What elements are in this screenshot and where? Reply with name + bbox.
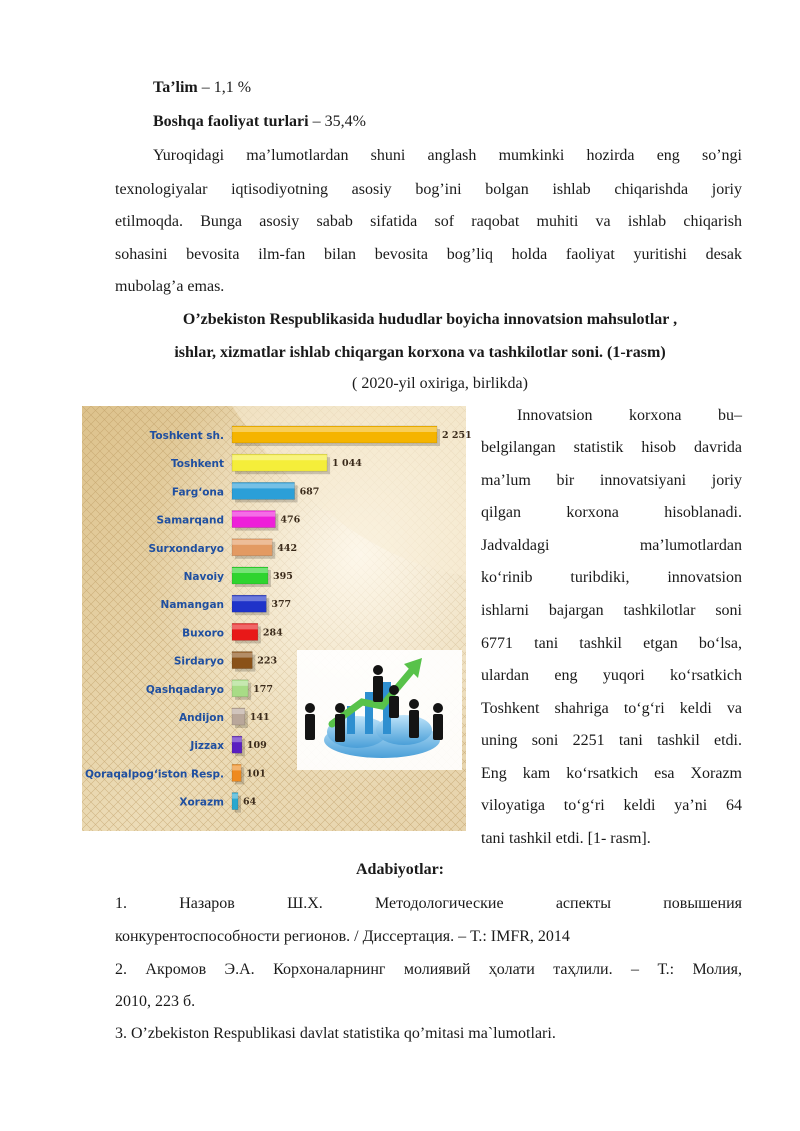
category-label: Jizzax	[190, 740, 224, 753]
paragraph-line: Yuroqidagi ma’lumotlardan shuni anglash mumkinki hozirda eng so’ngi	[153, 147, 742, 164]
category-label: Toshkent sh.	[149, 430, 224, 442]
reference-line: 2010, 223 б.	[115, 993, 196, 1010]
reference-line: конкурентоспособности регионов. / Диссертация. – Т.: IMFR, 2014	[115, 928, 570, 945]
side-text-line: ko‘rinib turibdiki, innovatsion	[481, 569, 742, 586]
bar-highlight	[232, 765, 241, 770]
category-label: Xorazm	[179, 796, 224, 809]
bar-highlight	[232, 681, 248, 686]
value-label: 2 251	[442, 430, 472, 441]
bar-highlight	[232, 483, 295, 488]
category-label: Farg‘ona	[171, 486, 224, 499]
bar-highlight	[232, 512, 275, 517]
bar-highlight	[232, 737, 242, 742]
side-text-line: qilgan korxona hisoblanadi.	[481, 504, 742, 521]
value-label: 223	[257, 655, 278, 667]
bar-highlight	[232, 653, 252, 658]
side-text-line: Innovatsion korxona bu–	[517, 407, 742, 424]
stat-label: Ta’lim	[153, 79, 198, 96]
value-label: 64	[243, 796, 257, 808]
side-text-line: belgilangan statistik hisob davrida	[481, 439, 742, 456]
category-label: Qoraqalpog‘iston Resp.	[84, 768, 224, 781]
side-text-line: viloyatiga to‘g‘ri keldi ya’ni 64	[481, 797, 742, 814]
bar-highlight	[232, 624, 258, 629]
value-label: 687	[299, 486, 320, 498]
side-text-line: 6771 tani tashkil etgan bo‘lsa,	[481, 635, 742, 652]
references-heading: Adabiyotlar:	[356, 861, 444, 878]
category-label: Buxoro	[182, 627, 224, 640]
value-label: 109	[246, 740, 267, 752]
stat-line-talim	[153, 78, 251, 98]
figure-title-line: ishlar, xizmatlar ishlab chiqargan korxona va tashkilotlar soni. (1-rasm)	[174, 344, 666, 361]
business-people-clipart	[297, 650, 462, 770]
stat-value: – 35,4%	[308, 113, 366, 130]
category-label: Andijon	[178, 712, 224, 724]
side-text-line: tani tashkil etdi. [1- rasm].	[481, 830, 651, 847]
category-label: Sirdaryo	[173, 655, 224, 668]
side-text-line: Jadvaldagi ma’lumotlardan	[481, 537, 742, 554]
side-text-line: ishlarni bajargan tashkilotlar soni	[481, 602, 742, 619]
value-label: 177	[253, 683, 273, 695]
figure-title-line: O’zbekiston Respublikasida hududlar boyicha innovatsion mahsulotlar ,	[182, 311, 678, 328]
reference-line: 2. Акромов Э.А. Корхоналарнинг молиявий ҳолати таҳлили. – Т.: Молия,	[115, 961, 742, 978]
paragraph-line: texnologiyalar iqtisodiyotning asosiy bog’ini bolgan ishlab chiqarishda joriy	[115, 181, 742, 198]
side-text-line: ulardan eng yuqori ko‘rsatkich	[481, 667, 742, 684]
category-label: Surxondaryo	[148, 542, 224, 555]
value-label: 101	[246, 768, 267, 780]
bar-chart	[82, 406, 472, 831]
bar-highlight	[232, 427, 437, 432]
category-label: Namangan	[160, 599, 224, 612]
value-label: 284	[262, 627, 283, 639]
side-text-line: ma’lum bir innovatsiyani joriy	[481, 472, 742, 489]
value-label: 377	[271, 599, 292, 611]
paragraph-line: sohasini bevosita ilm-fan bilan bevosita bog’liq holda faoliyat yuritishi desak	[115, 246, 742, 263]
side-text-line: Toshkent shahriga to‘g‘ri keldi va	[481, 700, 742, 717]
bar-highlight	[232, 455, 327, 460]
reference-line: 3. O’zbekiston Respublikasi davlat statistika qo’mitasi ma`lumotlari.	[115, 1025, 556, 1042]
bar-chart-figure	[82, 406, 472, 831]
category-label: Navoiy	[183, 571, 224, 583]
value-label: 1 044	[332, 458, 362, 470]
stat-label: Boshqa faoliyat turlari	[153, 113, 309, 130]
bar-highlight	[232, 596, 266, 601]
bar-highlight	[232, 540, 272, 545]
paragraph-line: mubolag’a emas.	[115, 278, 225, 295]
figure-subtitle: ( 2020-yil oxiriga, birlikda)	[352, 375, 528, 392]
value-label: 442	[277, 542, 298, 554]
stat-value: – 1,1 %	[197, 79, 252, 96]
value-label: 395	[272, 571, 293, 582]
value-label: 141	[249, 712, 270, 723]
reference-line: 1. Назаров Ш.Х. Методологические аспекты повышения	[115, 895, 742, 912]
value-label: 476	[280, 514, 301, 526]
bar-highlight	[232, 794, 238, 799]
side-text-line: Eng kam ko‘rsatkich esa Xorazm	[481, 765, 742, 782]
side-text-line: uning soni 2251 tani tashkil etdi.	[481, 732, 742, 749]
category-label: Qashqadaryo	[145, 683, 224, 696]
paragraph-line: etilmoqda. Bunga asosiy sabab sifatida sof raqobat muhiti va ishlab chiqarish	[115, 213, 742, 230]
category-label: Toshkent	[170, 458, 224, 471]
category-label: Samarqand	[156, 514, 224, 527]
bar-highlight	[232, 568, 268, 573]
bar-highlight	[232, 709, 245, 714]
stat-line-boshqa	[153, 112, 366, 132]
